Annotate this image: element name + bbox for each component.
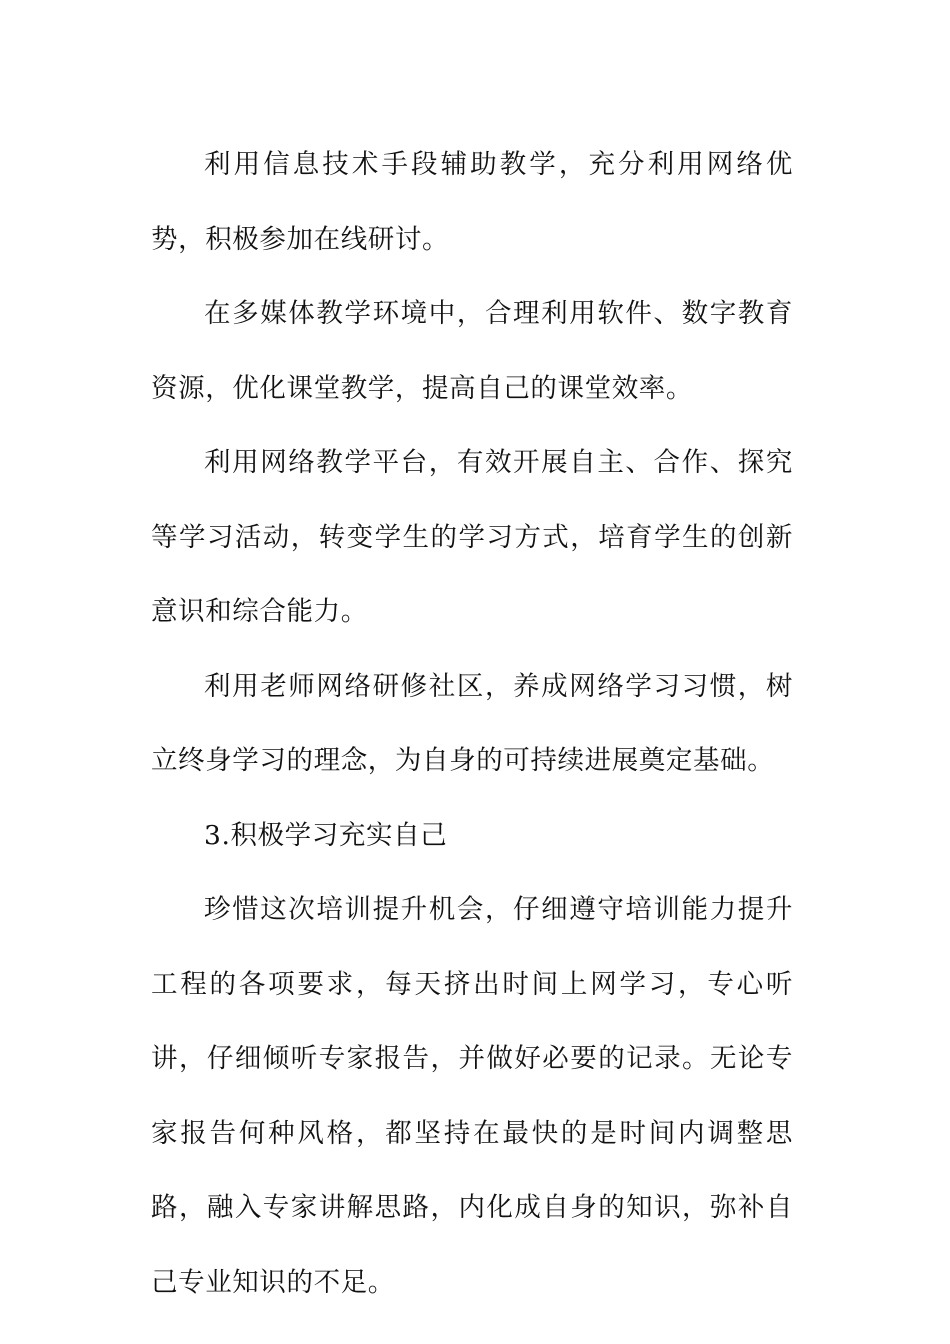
paragraph-multimedia-teaching: 在多媒体教学环境中，合理利用软件、数字教育资源，优化课堂教学，提高自己的课堂效率。 — [151, 298, 793, 404]
paragraph-online-seminar: 利用信息技术手段辅助教学，充分利用网络优势，积极参加在线研讨。 — [151, 149, 793, 255]
paragraph-research-community: 利用老师网络研修社区，养成网络学习习惯，树立终身学习的理念，为自身的可持续进展奠定基础。 — [151, 670, 793, 776]
section-heading: 3.积极学习充实自己 — [204, 819, 448, 851]
paragraph-online-platform: 利用网络教学平台，有效开展自主、合作、探究等学习活动，转变学生的学习方式，培育学生的创新意识和综合能力。 — [151, 447, 793, 627]
paragraph-training-opportunity: 珍惜这次培训提升机会，仔细遵守培训能力提升工程的各项要求，每天挤出时间上网学习，专心听讲，仔细倾听专家报告，并做好必要的记录。无论专家报告何种风格，都坚持在最快的是时间内调整思路，融入专家讲解思路，内化成自身的知识，弥补自己专业知识的不足。 — [151, 894, 793, 1298]
document-body — [151, 128, 793, 1320]
